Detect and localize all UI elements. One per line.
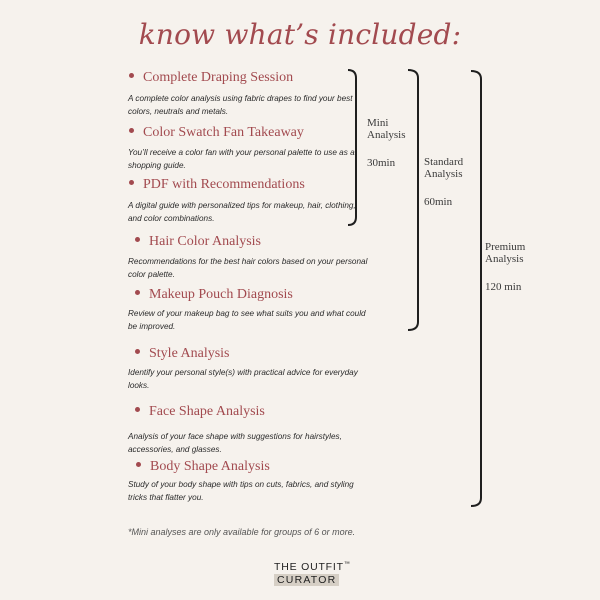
item-title-hair-color: Hair Color Analysis — [135, 234, 261, 250]
standard-bracket-icon — [408, 70, 418, 330]
item-title-style: Style Analysis — [135, 346, 230, 362]
item-desc-makeup-pouch: Review of your makeup bag to see what suits you and what could be improved. — [128, 309, 366, 331]
brand-line1: THE OUTFIT — [274, 561, 344, 573]
item-desc-style: Identify your personal style(s) with practical advice for everyday looks. — [128, 368, 358, 390]
item-desc-face-shape: Analysis of your face shape with suggestions for hairstyles, accessories, and glasses. — [128, 432, 342, 454]
tier-mini-time: 30min — [367, 157, 396, 169]
page-title: know what’s included: — [138, 18, 462, 51]
tier-standard-name1: Standard — [424, 156, 464, 168]
item-title-face-shape: Face Shape Analysis — [135, 404, 265, 420]
item-desc-pdf: A digital guide with personalized tips for makeup, hair, clothing, and color combinations. — [128, 201, 356, 223]
premium-bracket-icon — [471, 71, 481, 506]
item-title-draping: Complete Draping Session — [129, 70, 293, 86]
tier-premium-time: 120 min — [485, 281, 522, 293]
item-title-swatch-fan: Color Swatch Fan Takeaway — [129, 125, 304, 141]
item-desc-body-shape: Study of your body shape with tips on cuts, fabrics, and styling tricks that flatter you. — [128, 480, 354, 502]
tier-premium-name2: Analysis — [485, 253, 524, 265]
mini-bracket-icon — [348, 70, 356, 225]
tier-mini-name1: Mini — [367, 117, 389, 129]
item-title-pdf: PDF with Recommendations — [129, 177, 305, 193]
tier-mini — [367, 117, 406, 169]
item-desc-swatch-fan: You’ll receive a color fan with your personal palette to use as a shopping guide. — [128, 148, 355, 170]
footnote: *Mini analyses are only available for groups of 6 or more. — [128, 527, 356, 537]
item-desc-draping: A complete color analysis using fabric drapes to find your best colors, neutrals and metals. — [128, 94, 353, 116]
brand-tm: ™ — [343, 561, 351, 568]
item-desc-hair-color: Recommendations for the best hair colors based on your personal color palette. — [128, 257, 368, 279]
brand-logo — [274, 561, 351, 586]
item-title-makeup-pouch: Makeup Pouch Diagnosis — [135, 287, 293, 303]
tier-standard — [424, 156, 463, 208]
brand-line2: CURATOR — [274, 574, 339, 586]
tier-premium-name1: Premium — [485, 241, 526, 253]
tier-standard-name2: Analysis — [424, 168, 463, 180]
tier-standard-time: 60min — [424, 196, 453, 208]
tier-premium — [485, 241, 525, 293]
item-title-body-shape: Body Shape Analysis — [136, 459, 270, 475]
tier-mini-name2: Analysis — [367, 129, 406, 141]
